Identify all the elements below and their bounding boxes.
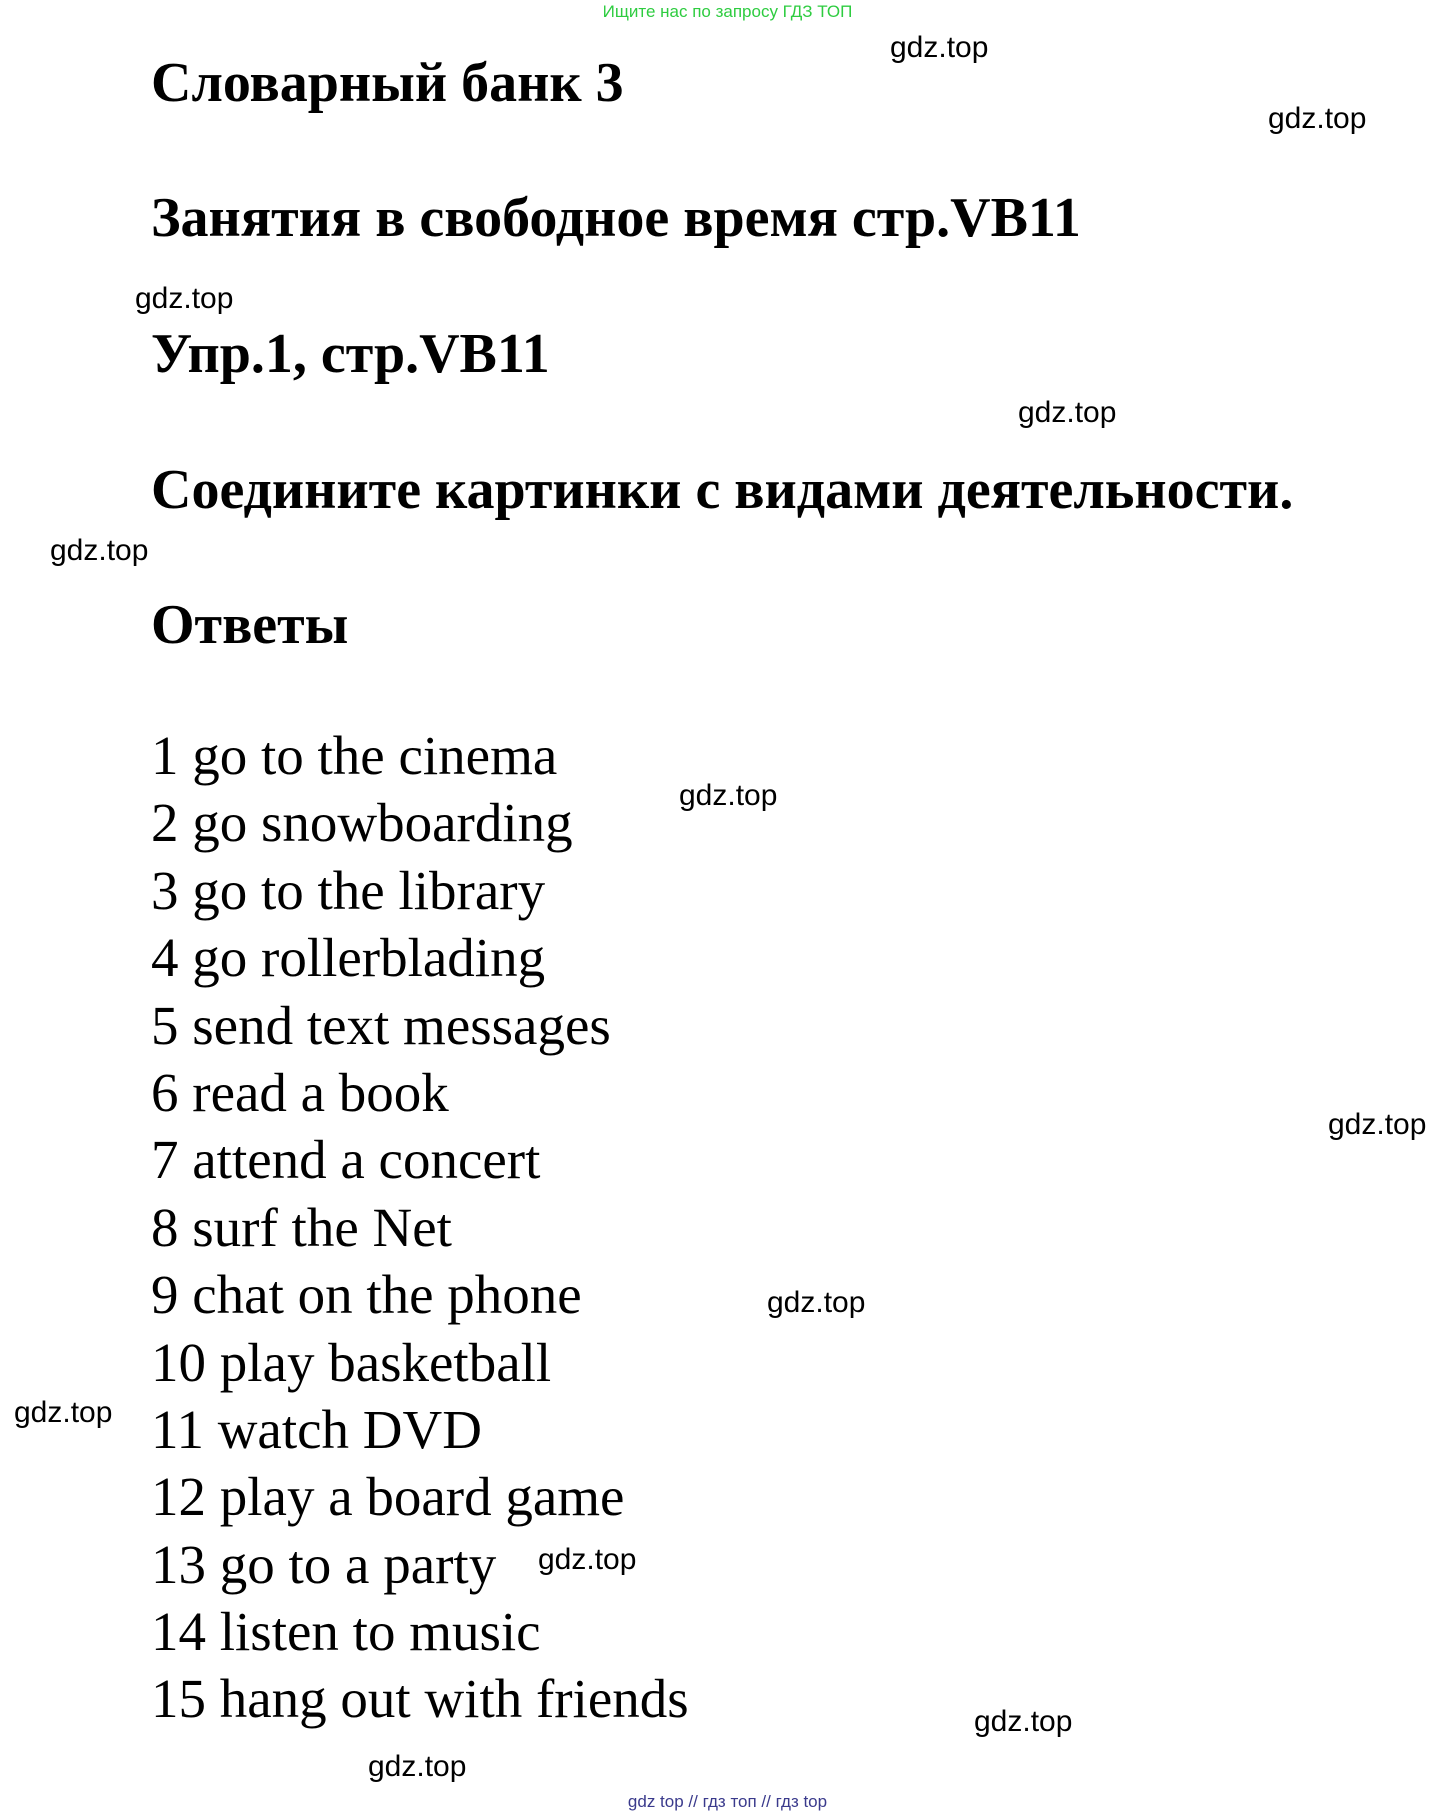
watermark: gdz.top [890, 31, 989, 64]
watermark: gdz.top [50, 534, 149, 567]
watermark: gdz.top [538, 1543, 637, 1576]
page-title: Словарный банк 3 [151, 52, 624, 114]
watermark: gdz.top [974, 1705, 1073, 1738]
answer-item: 5 send text messages [151, 994, 611, 1056]
answer-item: 4 go rollerblading [151, 927, 546, 989]
topic-heading: Занятия в свободное время стр.VB11 [151, 187, 1081, 249]
answer-item: 7 attend a concert [151, 1129, 541, 1191]
answer-item: 12 play a board game [151, 1466, 625, 1528]
answers-list [151, 722, 689, 1733]
watermark: gdz.top [368, 1750, 467, 1783]
instruction-heading: Соедините картинки с видами деятельности. [151, 459, 1294, 521]
answer-item: 2 go snowboarding [151, 792, 573, 854]
watermark: gdz.top [14, 1396, 113, 1429]
answer-item: 3 go to the library [151, 859, 546, 921]
watermark: gdz.top [1328, 1108, 1427, 1141]
watermark: gdz.top [679, 779, 778, 812]
answer-item: 6 read a book [151, 1061, 449, 1123]
answer-item: 15 hang out with friends [151, 1668, 689, 1730]
answer-item: 8 surf the Net [151, 1196, 452, 1258]
watermark: gdz.top [1268, 102, 1367, 135]
answer-item: 1 go to the cinema [151, 725, 558, 786]
footer-watermark: gdz top // гдз топ // гдз top [627, 1792, 828, 1811]
answers-heading: Ответы [151, 594, 349, 656]
answer-item: 14 listen to music [151, 1601, 541, 1663]
answer-item: 11 watch DVD [151, 1398, 482, 1460]
watermark: gdz.top [1018, 396, 1117, 429]
top-banner: Ищите нас по запросу ГДЗ ТОП [602, 2, 853, 21]
answer-item: 9 chat on the phone [151, 1264, 582, 1326]
exercise-heading: Упр.1, стр.VB11 [151, 323, 550, 385]
answer-item: 10 play basketball [151, 1331, 552, 1393]
watermark: gdz.top [135, 282, 234, 315]
watermark: gdz.top [767, 1286, 866, 1319]
answer-item: 13 go to a party [151, 1533, 497, 1595]
